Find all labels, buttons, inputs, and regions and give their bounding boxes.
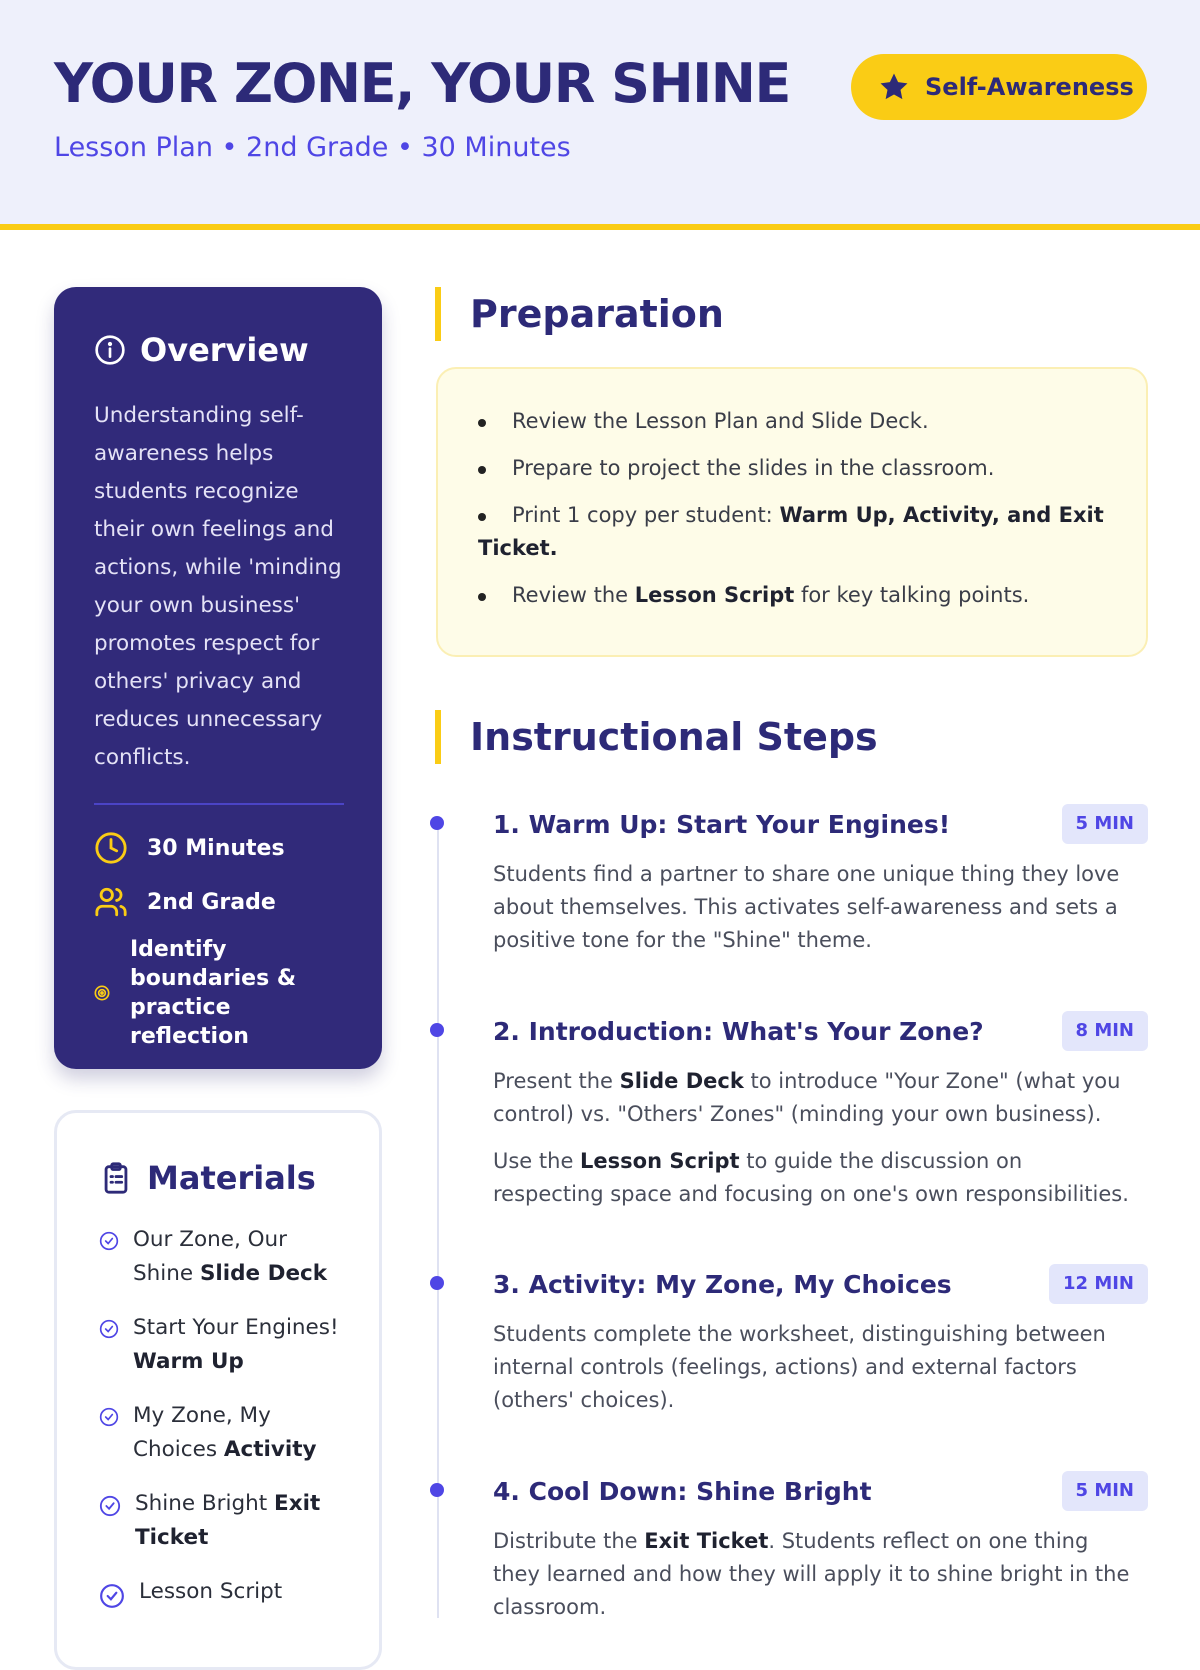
check-circle-icon	[99, 1319, 119, 1339]
steps-heading: Instructional Steps	[435, 710, 878, 764]
timeline-dot	[430, 1483, 444, 1497]
check-circle-icon	[99, 1495, 121, 1517]
check-circle-icon	[99, 1583, 125, 1609]
timeline-line	[437, 818, 439, 1618]
page-header	[0, 0, 1200, 230]
overview-header	[94, 331, 344, 369]
topic-badge	[851, 54, 1147, 120]
materials-header	[99, 1159, 349, 1197]
materials-card	[54, 1110, 382, 1670]
material-item[interactable]	[99, 1487, 349, 1555]
users-icon	[94, 885, 128, 919]
step-title: 1. Warm Up: Start Your Engines!	[493, 810, 951, 839]
material-text: Our Zone, Our Shine	[133, 1227, 288, 1286]
info-icon	[94, 334, 126, 366]
materials-heading: Materials	[147, 1159, 316, 1197]
material-bold: Exit Ticket	[135, 1491, 321, 1550]
meta-grade-label: 2nd Grade	[147, 889, 276, 915]
meta-goal	[94, 935, 344, 1051]
material-item[interactable]	[99, 1575, 349, 1609]
timeline-dot	[430, 1023, 444, 1037]
prep-item: Print 1 copy per student: Warm Up, Activity, and Exit Ticket.	[478, 499, 1108, 565]
preparation-list	[478, 405, 1108, 612]
preparation-heading: Preparation	[435, 287, 724, 341]
step-body: Present the Slide Deck to introduce "Your Zone" (what you control) vs. "Others' Zones" (minding your own business). Use the Lesson Script to guide the discussion on respecting space and focusing on one's own responsibilities.	[493, 1069, 1129, 1206]
step-time-badge: 8 MIN	[1062, 1011, 1148, 1051]
material-item[interactable]	[99, 1311, 349, 1379]
material-text: Start Your Engines!	[133, 1315, 339, 1340]
meta-duration-label: 30 Minutes	[147, 835, 285, 861]
prep-item: Review the Lesson Script for key talking points.	[478, 579, 1108, 612]
overview-text: Understanding self-awareness helps students recognize their own feelings and actions, while 'minding your own business' promotes respect for others' privacy and reduces unnecessary conflicts.	[94, 403, 342, 770]
star-icon	[877, 70, 911, 104]
material-bold: Slide Deck	[199, 1261, 328, 1286]
step-body: Students complete the worksheet, distinguishing between internal controls (feelings, actions) and external factors (others' choices).	[493, 1322, 1106, 1412]
material-text: My Zone, My Choices	[133, 1403, 271, 1462]
material-item[interactable]	[99, 1399, 349, 1467]
check-circle-icon	[99, 1231, 119, 1251]
page-subtitle: Lesson Plan • 2nd Grade • 30 Minutes	[54, 132, 571, 163]
clock-icon	[94, 831, 128, 865]
step-time-badge: 5 MIN	[1062, 1471, 1148, 1511]
step-time-badge: 12 MIN	[1049, 1264, 1148, 1304]
step-title: 2. Introduction: What's Your Zone?	[493, 1017, 984, 1046]
materials-list	[99, 1223, 349, 1609]
timeline-dot	[430, 816, 444, 830]
material-bold: Activity	[223, 1437, 317, 1462]
prep-item: Prepare to project the slides in the classroom.	[478, 452, 1108, 485]
material-bold: Warm Up	[133, 1349, 244, 1374]
preparation-box	[436, 367, 1148, 657]
material-item[interactable]	[99, 1223, 349, 1291]
page-title: YOUR ZONE, YOUR SHINE	[54, 52, 790, 115]
target-icon	[94, 985, 110, 1001]
material-text: Shine Bright	[135, 1491, 275, 1516]
check-circle-icon	[99, 1407, 119, 1427]
timeline-dot	[430, 1276, 444, 1290]
overview-heading: Overview	[140, 331, 309, 369]
topic-badge-label: Self-Awareness	[925, 73, 1134, 101]
clipboard-icon	[99, 1161, 133, 1195]
step-time-badge: 5 MIN	[1062, 804, 1148, 844]
material-text: Lesson Script	[139, 1579, 283, 1604]
step-title: 3. Activity: My Zone, My Choices	[493, 1270, 952, 1299]
meta-grade	[94, 885, 344, 919]
overview-divider	[94, 803, 344, 805]
meta-duration	[94, 831, 344, 865]
overview-card	[54, 287, 382, 1069]
prep-item: Review the Lesson Plan and Slide Deck.	[478, 405, 1108, 438]
step-body: Distribute the Exit Ticket. Students reflect on one thing they learned and how they will apply it to shine bright in the classroom.	[493, 1529, 1130, 1619]
meta-goal-label: Identify boundaries & practice reflection	[130, 937, 297, 1049]
step-body: Students find a partner to share one unique thing they love about themselves. This activates self-awareness and sets a positive tone for the "Shine" theme.	[493, 862, 1120, 952]
step-title: 4. Cool Down: Shine Bright	[493, 1477, 872, 1506]
